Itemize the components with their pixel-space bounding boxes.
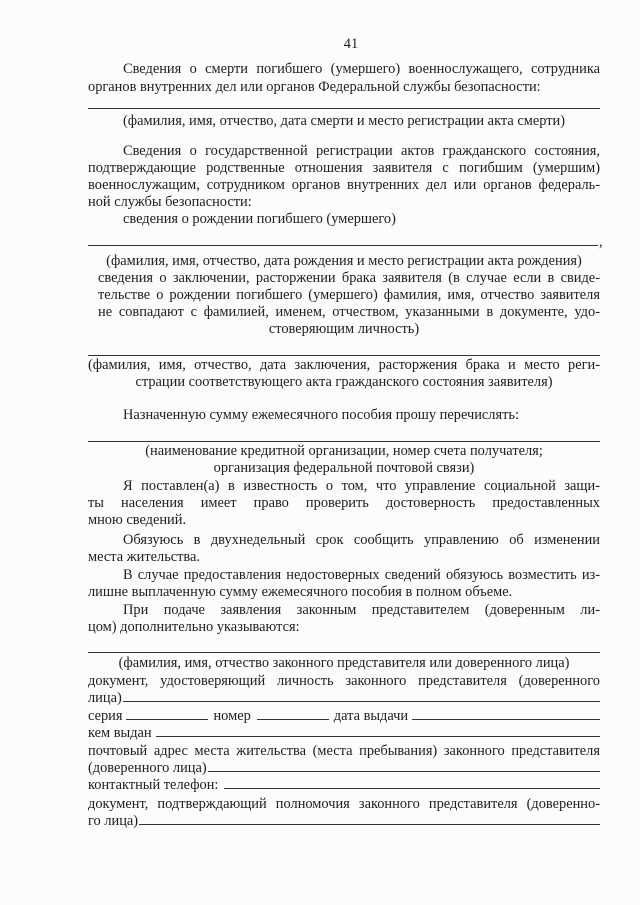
- phone-label: контактный телефон:: [88, 777, 219, 793]
- issued-by-blank: [156, 726, 600, 737]
- issue-date-blank: [412, 709, 600, 720]
- id-document-line-1: документ, удостоверяющий личность законного представителя (доверенного: [88, 673, 600, 689]
- page-number: 41: [343, 36, 359, 52]
- phone-field: [88, 777, 600, 794]
- payment-caption-line-1: (наименование кредитной организации, номер счета получателя;: [145, 443, 543, 459]
- marriage-info-line-3: не совпадают с фамилией, именем, отчеством, указанными в документе, удо-: [98, 304, 600, 320]
- representative-name-caption: (фамилия, имя, отчество законного представителя или доверенного лица): [118, 655, 570, 671]
- marriage-info-line-1: сведения о заключении, расторжении брака заявителя (в случае если в свиде-: [98, 270, 600, 286]
- authority-document-blank: [139, 814, 600, 825]
- authority-document-line-1: документ, подтверждающий полномочия законного представителя (доверенно-: [88, 796, 600, 812]
- civil-registration-intro-line-1: Сведения о государственной регистрации актов гражданского состояния,: [123, 143, 600, 159]
- refund-statement-line-1: В случае предоставления недостоверных сведений обязуюсь возместить из-: [123, 567, 600, 583]
- issue-date-label: дата выдачи: [333, 708, 409, 724]
- notification-statement-line-1: Обязуюсь в двухнедельный срок сообщить управлению об изменении: [123, 532, 600, 548]
- civil-registration-intro-line-4: ной службы безопасности:: [88, 194, 252, 210]
- payment-caption-line-2: организация федеральной почтовой связи): [213, 460, 475, 476]
- phone-blank: [224, 778, 600, 789]
- refund-statement-line-2: лишне выплаченную сумму ежемесячного пособия в полном объеме.: [88, 584, 513, 600]
- address-line-1: почтовый адрес места жительства (места пребывания) законного представителя: [88, 743, 600, 759]
- marriage-info-blank-line: [88, 355, 600, 356]
- issued-by-field: [88, 725, 600, 742]
- number-blank: [257, 709, 329, 720]
- civil-registration-intro-line-2: подтверждающие родственные отношения заявителя с погибшим (умершим): [88, 160, 600, 176]
- id-document-field: [88, 690, 600, 707]
- authority-document-field: [88, 813, 600, 830]
- address-line-2: (доверенного лица): [88, 760, 207, 776]
- number-label: номер: [213, 708, 251, 724]
- death-heading-line-2: органов внутренних дел или органов Федеральной службы безопасности:: [88, 79, 541, 95]
- representative-intro-line-2: цом) дополнительно указываются:: [88, 619, 300, 635]
- representative-intro-line-1: При подаче заявления законным представителем (доверенным ли-: [123, 602, 600, 618]
- marriage-info-line-2: тельстве о рождении погибшего (умершего) фамилия, имя, отчество заявителя: [98, 287, 600, 303]
- address-blank: [208, 761, 600, 772]
- marriage-info-line-4: стоверяющим личность): [268, 321, 420, 337]
- marriage-info-caption-line-1: (фамилия, имя, отчество, дата заключения, расторжения брака и место реги-: [88, 357, 600, 373]
- verification-statement-line-1: Я поставлен(а) в известность о том, что управление социальной защи-: [123, 478, 600, 494]
- birth-info-caption: (фамилия, имя, отчество, дата рождения и место регистрации акта рождения): [106, 253, 582, 269]
- authority-document-line-2: го лица): [88, 813, 139, 829]
- address-field: [88, 760, 600, 777]
- notification-statement-line-2: места жительства.: [88, 549, 201, 565]
- verification-statement-line-2: ты населения имеет право проверить достоверность предоставленных: [88, 495, 600, 511]
- series-blank: [126, 709, 208, 720]
- marriage-info-caption-line-2: страции соответствующего акта гражданского состояния заявителя): [135, 374, 553, 390]
- issued-by-label: кем выдан: [88, 725, 152, 741]
- civil-registration-intro-line-3: военнослужащим, сотрудником органов внутренних дел или органов федераль-: [88, 177, 600, 193]
- death-heading-line-1: Сведения о смерти погибшего (умершего) военнослужащего, сотрудника: [123, 61, 600, 77]
- birth-line-comma: ,: [599, 234, 603, 250]
- payment-prompt: Назначенную сумму ежемесячного пособия прошу перечислять:: [123, 407, 519, 423]
- series-label: серия: [88, 708, 123, 724]
- birth-info-blank-line: [88, 245, 598, 246]
- id-document-line-2: лица): [88, 690, 122, 706]
- death-info-caption: (фамилия, имя, отчество, дата смерти и место регистрации акта смерти): [123, 113, 565, 129]
- payment-details-blank-line: [88, 441, 600, 442]
- birth-info-label: сведения о рождении погибшего (умершего): [123, 211, 396, 227]
- representative-name-blank-line: [88, 652, 600, 653]
- death-info-blank-line: [88, 108, 600, 109]
- verification-statement-line-3: мною сведений.: [88, 512, 187, 528]
- passport-details-field: [88, 708, 600, 725]
- id-document-blank: [123, 691, 600, 702]
